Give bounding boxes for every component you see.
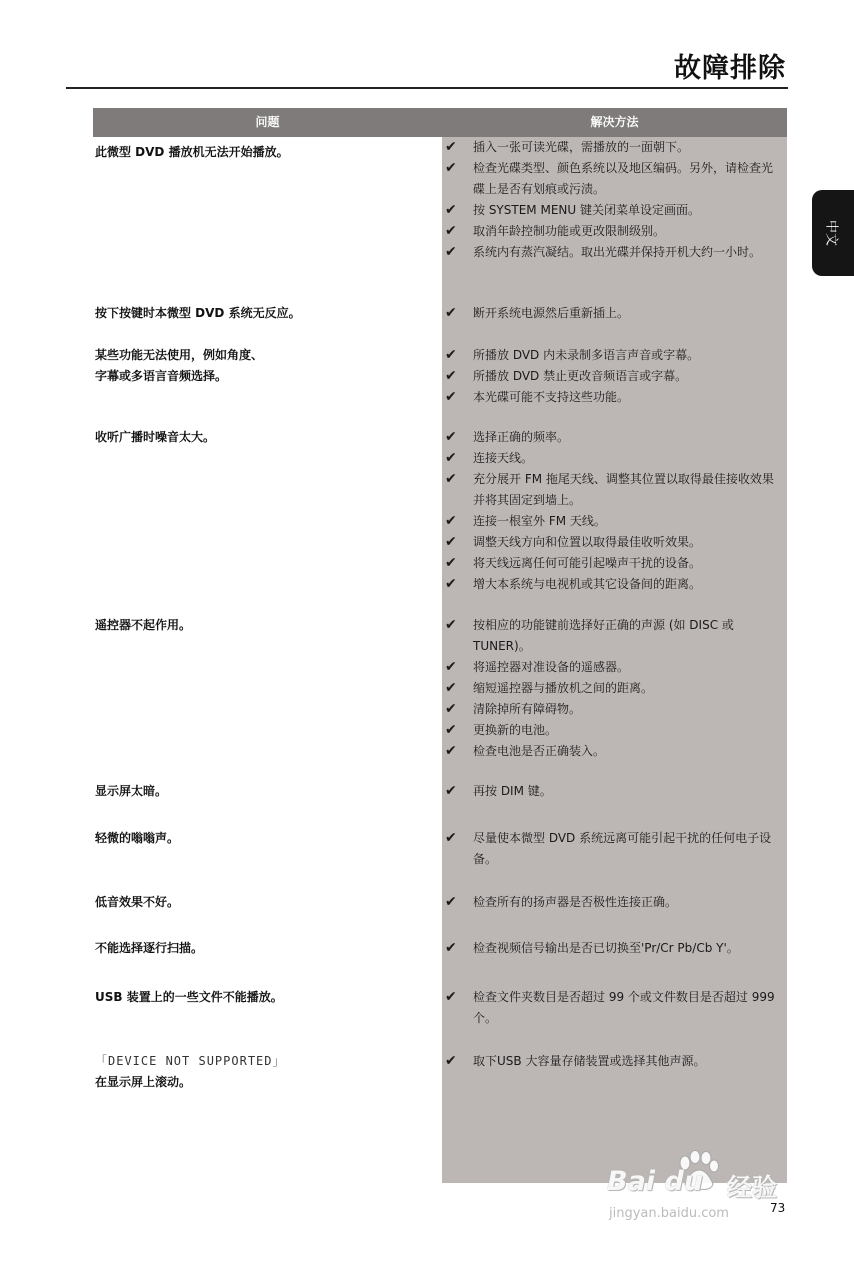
problem-3-line-1: 某些功能无法使用，例如角度、 <box>95 348 264 362</box>
solution-item: ✔ 连接天线。 <box>445 448 781 469</box>
checkmark-icon: ✔ <box>445 940 457 956</box>
checkmark-icon: ✔ <box>445 429 457 445</box>
solution-item: ✔ 取消年龄控制功能或更改限制级别。 <box>445 221 781 242</box>
checkmark-icon: ✔ <box>445 305 457 321</box>
solution-item: ✔ 检查文件夹数目是否超过 99 个或文件数目是否超过 999 个。 <box>445 989 775 1025</box>
language-tab-label: 中文 <box>823 219 839 247</box>
solution-list-3 <box>445 345 781 408</box>
problem-8 <box>95 892 435 913</box>
problem-5-text: 遥控器不起作用。 <box>95 618 192 632</box>
checkmark-icon: ✔ <box>445 576 457 592</box>
solution-list-2 <box>445 303 781 324</box>
checkmark-icon: ✔ <box>445 701 457 717</box>
checkmark-icon: ✔ <box>445 368 457 384</box>
solution-item: ✔ 断开系统电源然后重新插上。 <box>445 303 781 324</box>
solution-item: ✔ 将遥控器对准设备的遥感器。 <box>445 657 781 678</box>
watermark-label: 经验 <box>727 1173 778 1202</box>
solution-item: ✔ 清除掉所有障碍物。 <box>445 699 781 720</box>
solution-list-5 <box>445 615 781 762</box>
solution-item: ✔ 检查所有的扬声器是否极性连接正确。 <box>445 892 781 913</box>
solution-item: ✔ 增大本系统与电视机或其它设备间的距离。 <box>445 574 781 595</box>
checkmark-icon: ✔ <box>445 139 457 155</box>
solution-item: ✔ 再按 DIM 键。 <box>445 781 781 802</box>
checkmark-icon: ✔ <box>445 160 457 176</box>
solution-item: ✔ 调整天线方向和位置以取得最佳收听效果。 <box>445 532 781 553</box>
solution-item: ✔ 选择正确的频率。 <box>445 427 781 448</box>
problem-1-text: 此微型 DVD 播放机无法开始播放。 <box>95 145 289 159</box>
watermark-url: jingyan.baidu.com <box>609 1206 729 1221</box>
problem-6 <box>95 781 435 802</box>
problem-7 <box>95 828 435 849</box>
problem-10-text: USB 装置上的一些文件不能播放。 <box>95 990 283 1004</box>
checkmark-icon: ✔ <box>445 513 457 529</box>
problem-5 <box>95 615 435 636</box>
problem-9 <box>95 938 435 959</box>
header-solution: 解决方法 <box>590 115 639 129</box>
solution-item: ✔ 插入一张可读光碟，需播放的一面朝下。 <box>445 137 781 158</box>
solution-list-6 <box>445 781 781 802</box>
solution-list-8 <box>445 892 781 913</box>
problem-11-line-2: 在显示屏上滚动。 <box>95 1075 192 1089</box>
checkmark-icon: ✔ <box>445 989 457 1005</box>
problem-10 <box>95 987 435 1008</box>
checkmark-icon: ✔ <box>445 244 457 260</box>
solution-item: ✔ 按相应的功能键前选择好正确的声源 (如 DISC 或 TUNER)。 <box>445 617 734 653</box>
checkmark-icon: ✔ <box>445 783 457 799</box>
solution-list-4 <box>445 427 781 595</box>
solution-item: ✔ 本光碟可能不支持这些功能。 <box>445 387 781 408</box>
checkmark-icon: ✔ <box>445 680 457 696</box>
problem-4-text: 收听广播时噪音太大。 <box>95 430 216 444</box>
page-title: 故障排除 <box>674 53 786 84</box>
checkmark-icon: ✔ <box>445 830 457 846</box>
solution-item: ✔ 检查视频信号输出是否已切换至'Pr/Cr Pb/Cb Y'。 <box>445 938 781 959</box>
language-tab <box>812 190 854 276</box>
watermark-logo: Bai du <box>607 1166 704 1197</box>
solution-item: ✔ 按 SYSTEM MENU 键关闭菜单设定画面。 <box>445 200 781 221</box>
checkmark-icon: ✔ <box>445 223 457 239</box>
checkmark-icon: ✔ <box>445 555 457 571</box>
checkmark-icon: ✔ <box>445 894 457 910</box>
solution-item: ✔ 将天线远离任何可能引起噪声干扰的设备。 <box>445 553 781 574</box>
checkmark-icon: ✔ <box>445 471 457 487</box>
checkmark-icon: ✔ <box>445 389 457 405</box>
solution-item: ✔ 充分展开 FM 拖尾天线、调整其位置以取得最佳接收效果并将其固定到墙上。 <box>445 471 774 507</box>
lcd-message: 「DEVICE NOT SUPPORTED」 <box>95 1054 286 1068</box>
checkmark-icon: ✔ <box>445 743 457 759</box>
solution-item: ✔ 更换新的电池。 <box>445 720 781 741</box>
problem-2-text: 按下按键时本微型 DVD 系统无反应。 <box>95 306 301 320</box>
title-divider <box>66 87 788 89</box>
checkmark-icon: ✔ <box>445 534 457 550</box>
solution-list-11 <box>445 1051 781 1072</box>
checkmark-icon: ✔ <box>445 450 457 466</box>
problem-9-text: 不能选择逐行扫描。 <box>95 941 204 955</box>
solution-list-1 <box>445 137 781 263</box>
problem-1 <box>95 142 435 163</box>
checkmark-icon: ✔ <box>445 617 457 633</box>
solution-list-7 <box>445 828 781 870</box>
checkmark-icon: ✔ <box>445 202 457 218</box>
problem-4 <box>95 427 435 448</box>
solution-item: ✔ 检查光碟类型、颜色系统以及地区编码。另外，请检查光碟上是否有划痕或污渍。 <box>445 160 774 196</box>
problem-2 <box>95 303 435 324</box>
checkmark-icon: ✔ <box>445 722 457 738</box>
problem-6-text: 显示屏太暗。 <box>95 784 168 798</box>
solution-item: ✔ 所播放 DVD 禁止更改音频语言或字幕。 <box>445 366 781 387</box>
solution-item: ✔ 缩短遥控器与播放机之间的距离。 <box>445 678 781 699</box>
problem-3 <box>95 345 435 387</box>
solution-item: ✔ 尽量使本微型 DVD 系统远离可能引起干扰的任何电子设备。 <box>445 830 772 866</box>
table-header <box>93 108 787 137</box>
checkmark-icon: ✔ <box>445 1053 457 1069</box>
page-number: 73 <box>770 1201 786 1215</box>
solution-item: ✔ 系统内有蒸汽凝结。取出光碟并保持开机大约一小时。 <box>445 242 781 263</box>
solution-item: ✔ 取下USB 大容量存储装置或选择其他声源。 <box>445 1051 781 1072</box>
problem-7-text: 轻微的嗡嗡声。 <box>95 831 180 845</box>
solution-list-9 <box>445 938 781 959</box>
header-problem: 问题 <box>255 115 280 129</box>
baidu-watermark <box>607 1150 803 1230</box>
problem-11 <box>95 1051 435 1093</box>
checkmark-icon: ✔ <box>445 659 457 675</box>
problem-8-text: 低音效果不好。 <box>95 895 180 909</box>
solution-item: ✔ 检查电池是否正确装入。 <box>445 741 781 762</box>
problem-3-line-2: 字幕或多语言音频选择。 <box>95 369 228 383</box>
solution-item: ✔ 所播放 DVD 内未录制多语言声音或字幕。 <box>445 345 781 366</box>
solution-item: ✔ 连接一根室外 FM 天线。 <box>445 511 781 532</box>
solution-list-10 <box>445 987 781 1029</box>
checkmark-icon: ✔ <box>445 347 457 363</box>
